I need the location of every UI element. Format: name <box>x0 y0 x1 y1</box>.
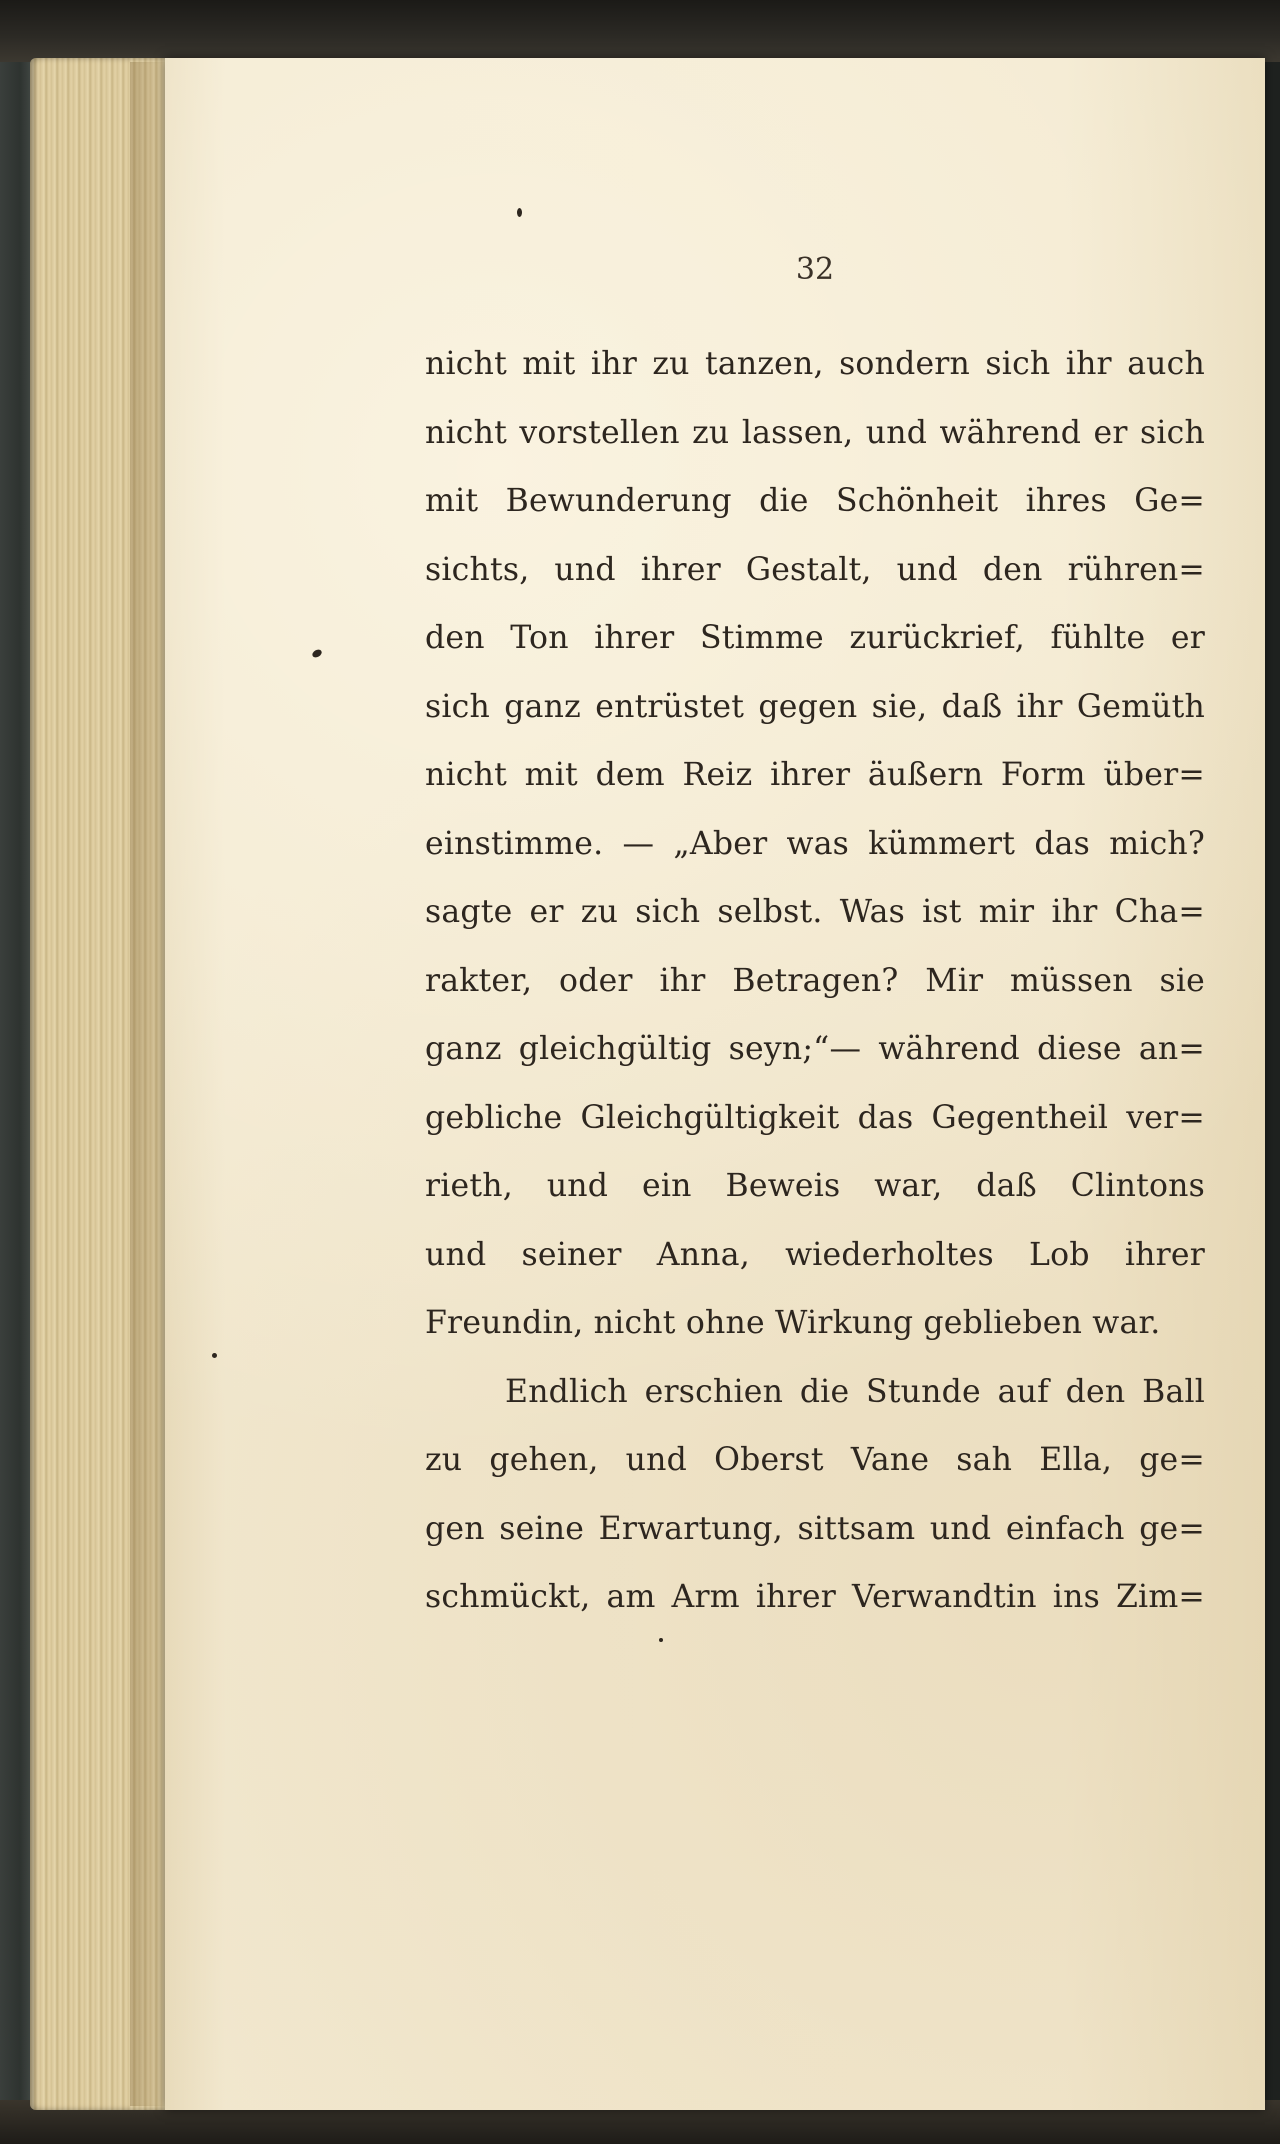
text-line: sich ganz entrüstet gegen sie, daß ihr Gemüth <box>425 688 1205 725</box>
text-line: ganz gleichgültig seyn;“— während diese an= <box>425 1031 1205 1067</box>
page-number: 32 <box>795 252 835 287</box>
ink-speck <box>659 1638 663 1642</box>
text-line: Freundin, nicht ohne Wirkung geblieben war. <box>425 1305 1161 1341</box>
text-line: rieth, und ein Beweis war, daß Clintons <box>425 1168 1205 1204</box>
ink-speck <box>212 1353 217 1358</box>
text-line: und seiner Anna, wiederholtes Lob ihrer <box>425 1236 1205 1273</box>
text-line: nicht mit ihr zu tanzen, sondern sich ihr auch <box>425 346 1205 382</box>
page-text <box>425 330 1205 1632</box>
text-line: sagte er zu sich selbst. Was ist mir ihr Cha= <box>425 894 1205 930</box>
text-line: den Ton ihrer Stimme zurückrief, fühlte er <box>425 620 1205 656</box>
page-edges-shade <box>130 62 170 2106</box>
text-line: nicht vorstellen zu lassen, und während er sich <box>425 414 1205 451</box>
cover-top-edge <box>0 0 1280 62</box>
text-line: gebliche Gleichgültigkeit das Gegentheil ver= <box>425 1099 1205 1136</box>
text-line: gen seine Erwartung, sittsam und einfach ge= <box>425 1510 1205 1547</box>
text-line: schmückt, am Arm ihrer Verwandtin ins Zim= <box>425 1579 1205 1615</box>
text-line: Endlich erschien die Stunde auf den Ball <box>505 1373 1205 1410</box>
text-line: rakter, oder ihr Betragen? Mir müssen sie <box>425 962 1205 999</box>
text-line: sichts, und ihrer Gestalt, und den rühren= <box>425 551 1205 588</box>
text-line: nicht mit dem Reiz ihrer äußern Form über= <box>425 757 1205 793</box>
text-line: zu gehen, und Oberst Vane sah Ella, ge= <box>425 1442 1205 1478</box>
text-line: einstimme. — „Aber was kümmert das mich? <box>425 825 1205 862</box>
ink-speck <box>517 208 522 217</box>
text-line: mit Bewunderung die Schönheit ihres Ge= <box>425 483 1205 519</box>
